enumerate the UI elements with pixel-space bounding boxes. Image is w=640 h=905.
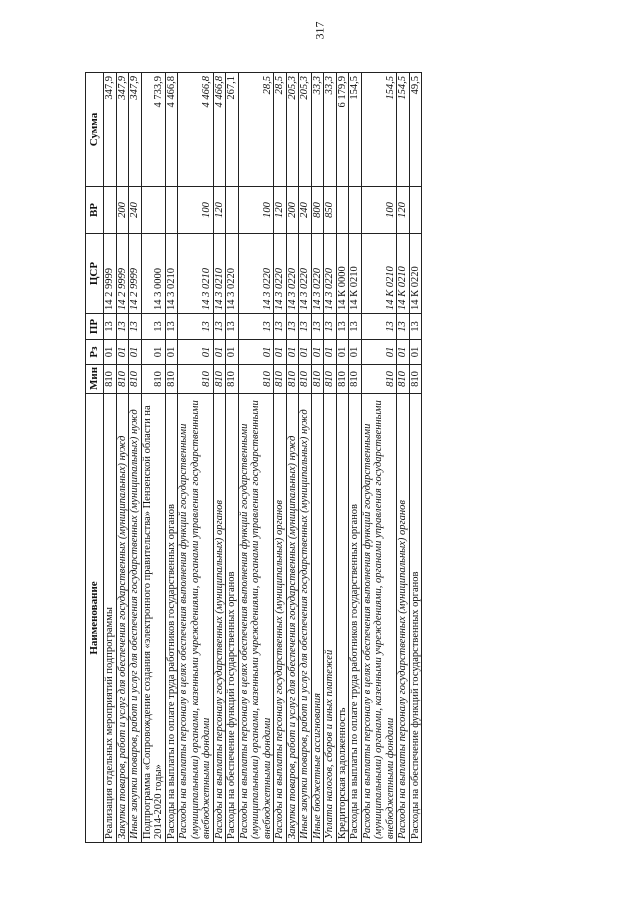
row-pr: 13	[274, 314, 287, 340]
row-sum: 4 733,9	[141, 73, 165, 187]
row-rz: 01	[274, 340, 287, 365]
table-row	[311, 73, 324, 843]
table-row	[361, 73, 397, 843]
row-sum: 4 466,8	[213, 73, 226, 187]
row-min: 810	[141, 365, 165, 394]
row-rz: 01	[129, 340, 142, 365]
row-name: Расходы на выплаты персоналу государственных (муниципальных) органов	[274, 394, 287, 843]
row-csr: 14 3 0210	[165, 234, 178, 314]
table-row	[178, 73, 214, 843]
row-sum: 205,3	[286, 73, 299, 187]
row-sum: 154,5	[397, 73, 410, 187]
row-sum: 49,5	[409, 73, 422, 187]
row-rz: 01	[286, 340, 299, 365]
row-sum: 267,1	[226, 73, 239, 187]
row-csr: 14 2 9999	[104, 234, 117, 314]
row-vr: 240	[299, 187, 312, 234]
header-sum: Сумма	[86, 73, 104, 187]
row-vr: 850	[324, 187, 337, 234]
row-min: 810	[129, 365, 142, 394]
row-rz: 01	[116, 340, 129, 365]
row-rz: 01	[324, 340, 337, 365]
row-csr: 14 3 0210	[213, 234, 226, 314]
row-csr: 14 К 0210	[361, 234, 397, 314]
row-csr: 14 К 0220	[409, 234, 422, 314]
table-row	[336, 73, 349, 843]
row-min: 810	[178, 365, 214, 394]
row-csr: 14 3 0210	[178, 234, 214, 314]
row-name: Подпрограмма «Сопровождение создания «электронного правительства» Пензенской области на 2014-2020 годы»	[141, 394, 165, 843]
row-vr: 100	[238, 187, 274, 234]
row-min: 810	[286, 365, 299, 394]
row-min: 810	[397, 365, 410, 394]
table-row	[129, 73, 142, 843]
row-pr: 13	[165, 314, 178, 340]
header-pr: ПР	[86, 314, 104, 340]
header-name: Наименование	[86, 394, 104, 843]
row-pr: 13	[409, 314, 422, 340]
row-name: Закупка товаров, работ и услуг для обеспечения государственных (муниципальных) нужд	[116, 394, 129, 843]
row-min: 810	[226, 365, 239, 394]
row-csr: 14 К 0210	[397, 234, 410, 314]
row-name: Иные закупки товаров, работ и услуг для обеспечения государственных (муниципальных) нужд	[129, 394, 142, 843]
row-min: 810	[104, 365, 117, 394]
table-row	[213, 73, 226, 843]
row-pr: 13	[349, 314, 362, 340]
row-vr: 100	[178, 187, 214, 234]
header-vr: ВР	[86, 187, 104, 234]
row-vr	[409, 187, 422, 234]
row-csr: 14 3 0220	[324, 234, 337, 314]
row-vr	[226, 187, 239, 234]
row-vr	[141, 187, 165, 234]
table-row	[299, 73, 312, 843]
row-rz: 01	[226, 340, 239, 365]
row-rz: 01	[141, 340, 165, 365]
row-pr: 13	[336, 314, 349, 340]
row-name: Иные закупки товаров, работ и услуг для обеспечения государственных (муниципальных) нужд	[299, 394, 312, 843]
row-vr	[336, 187, 349, 234]
row-min: 810	[299, 365, 312, 394]
row-sum: 4 466,8	[165, 73, 178, 187]
row-name: Расходы на выплаты персоналу в целях обеспечения выполнения функций государственными (муниципальными) органами, казенными учреждениями, органами управления государственными внебюджетными фондами	[178, 394, 214, 843]
table-row	[397, 73, 410, 843]
row-rz: 01	[409, 340, 422, 365]
table-row	[226, 73, 239, 843]
row-vr: 800	[311, 187, 324, 234]
row-csr: 14 3 0000	[141, 234, 165, 314]
row-rz: 01	[361, 340, 397, 365]
table-row	[324, 73, 337, 843]
row-min: 810	[213, 365, 226, 394]
row-min: 810	[324, 365, 337, 394]
row-sum: 154,5	[361, 73, 397, 187]
header-csr: ЦСР	[86, 234, 104, 314]
row-rz: 01	[299, 340, 312, 365]
row-name: Иные бюджетные ассигнования	[311, 394, 324, 843]
row-sum: 28,5	[274, 73, 287, 187]
row-rz: 01	[165, 340, 178, 365]
row-vr: 100	[361, 187, 397, 234]
budget-table-rotated	[85, 73, 565, 843]
row-min: 810	[336, 365, 349, 394]
row-sum: 154,5	[349, 73, 362, 187]
row-min: 810	[409, 365, 422, 394]
row-vr: 120	[213, 187, 226, 234]
row-rz: 01	[213, 340, 226, 365]
table-row	[116, 73, 129, 843]
header-rz: Рз	[86, 340, 104, 365]
row-csr: 14 2 9999	[129, 234, 142, 314]
row-min: 810	[165, 365, 178, 394]
row-vr	[104, 187, 117, 234]
row-pr: 13	[286, 314, 299, 340]
row-name: Уплата налогов, сборов и иных платежей	[324, 394, 337, 843]
row-rz: 01	[238, 340, 274, 365]
row-sum: 347,9	[129, 73, 142, 187]
table-row	[286, 73, 299, 843]
row-name: Закупка товаров, работ и услуг для обеспечения государственных (муниципальных) нужд	[286, 394, 299, 843]
budget-table	[85, 72, 422, 843]
row-name: Расходы на выплаты персоналу в целях обеспечения выполнения функций государственными (муниципальными) органами, казенными учреждениями, органами управления государственными внебюджетными фондами	[238, 394, 274, 843]
row-name: Расходы на выплаты по оплате труда работников государственных органов	[165, 394, 178, 843]
row-vr: 120	[397, 187, 410, 234]
table-row	[165, 73, 178, 843]
row-vr: 200	[286, 187, 299, 234]
row-pr: 13	[213, 314, 226, 340]
table-header-row	[86, 73, 104, 843]
row-pr: 13	[299, 314, 312, 340]
table-row	[238, 73, 274, 843]
row-name: Кредиторская задолженность	[336, 394, 349, 843]
row-vr: 200	[116, 187, 129, 234]
row-vr: 120	[274, 187, 287, 234]
row-pr: 13	[226, 314, 239, 340]
row-name: Расходы на выплаты персоналу в целях обеспечения выполнения функций государственными (муниципальными) органами, казенными учреждениями, органами управления государственными внебюджетными фондами	[361, 394, 397, 843]
row-min: 810	[274, 365, 287, 394]
row-rz: 01	[104, 340, 117, 365]
row-pr: 13	[238, 314, 274, 340]
row-name: Расходы на выплаты по оплате труда работников государственных органов	[349, 394, 362, 843]
row-vr: 240	[129, 187, 142, 234]
row-pr: 13	[141, 314, 165, 340]
row-sum: 205,3	[299, 73, 312, 187]
row-csr: 14 3 0220	[274, 234, 287, 314]
row-pr: 13	[116, 314, 129, 340]
row-min: 810	[116, 365, 129, 394]
row-pr: 13	[129, 314, 142, 340]
row-csr: 14 К 0210	[349, 234, 362, 314]
row-name: Расходы на выплаты персоналу государственных (муниципальных) органов	[213, 394, 226, 843]
row-pr: 13	[311, 314, 324, 340]
row-rz: 01	[336, 340, 349, 365]
header-min: Мин	[86, 365, 104, 394]
row-vr	[349, 187, 362, 234]
row-pr: 13	[178, 314, 214, 340]
row-min: 810	[238, 365, 274, 394]
row-csr: 14 3 0220	[311, 234, 324, 314]
row-sum: 33,3	[311, 73, 324, 187]
row-csr: 14 2 9999	[116, 234, 129, 314]
row-sum: 33,3	[324, 73, 337, 187]
row-sum: 347,9	[104, 73, 117, 187]
row-pr: 13	[104, 314, 117, 340]
row-csr: 14 3 0220	[238, 234, 274, 314]
table-body	[104, 73, 422, 843]
row-csr: 14 К 0000	[336, 234, 349, 314]
row-csr: 14 3 0220	[299, 234, 312, 314]
table-row	[104, 73, 117, 843]
row-sum: 4 466,8	[178, 73, 214, 187]
row-pr: 13	[324, 314, 337, 340]
row-rz: 01	[349, 340, 362, 365]
row-min: 810	[361, 365, 397, 394]
row-name: Реализация отдельных мероприятий подпрограммы	[104, 394, 117, 843]
row-vr	[165, 187, 178, 234]
row-sum: 6 179,9	[336, 73, 349, 187]
row-name: Расходы на обеспечение функций государственных органов	[226, 394, 239, 843]
row-rz: 01	[178, 340, 214, 365]
table-row	[141, 73, 165, 843]
row-csr: 14 3 0220	[226, 234, 239, 314]
row-rz: 01	[397, 340, 410, 365]
row-pr: 13	[361, 314, 397, 340]
row-name: Расходы на выплаты персоналу государственных (муниципальных) органов	[397, 394, 410, 843]
table-row	[349, 73, 362, 843]
table-row	[409, 73, 422, 843]
row-sum: 28,5	[238, 73, 274, 187]
row-pr: 13	[397, 314, 410, 340]
row-csr: 14 3 0220	[286, 234, 299, 314]
table-row	[274, 73, 287, 843]
row-min: 810	[311, 365, 324, 394]
row-name: Расходы на обеспечение функций государственных органов	[409, 394, 422, 843]
row-rz: 01	[311, 340, 324, 365]
row-sum: 347,9	[116, 73, 129, 187]
row-min: 810	[349, 365, 362, 394]
